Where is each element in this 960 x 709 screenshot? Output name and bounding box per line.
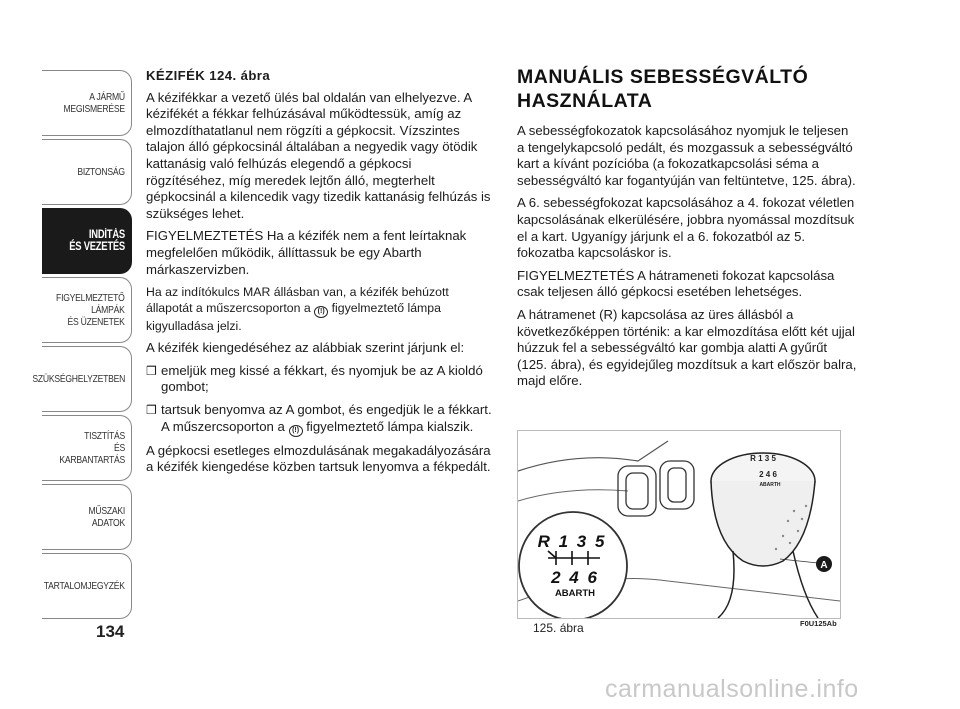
tab-technical-data[interactable]: MŰSZAKI ADATOK — [42, 484, 132, 550]
release-intro: A kézifék kiengedéséhez az alábbiak szerint járjunk el: — [146, 340, 465, 356]
knob-brand: ABARTH — [759, 482, 781, 488]
gearbox-paragraph-1: A sebességfokozatok kapcsolásához nyomjuk le teljesen a tengelykapcsoló pedált, és mozgassuk a sebességváltó kart a kívánt pozícióba (a fokozatkapcsolási séma a sebességváltó kar fogantyúján van feltüntetve, 125. ábra). — [517, 123, 856, 188]
gearbox-section — [517, 123, 857, 396]
section-title: MANUÁLIS SEBESSÉGVÁLTÓ HASZNÁLATA — [517, 66, 809, 112]
knob-pattern-bottom: 2 4 6 — [759, 470, 777, 479]
inset-pattern-bottom: 2 4 6 — [551, 568, 599, 587]
tab-index[interactable]: TARTALOMJEGYZÉK — [42, 553, 132, 619]
gearbox-warning: FIGYELMEZTETÉS A hátrameneti fokozat kapcsolása csak teljesen álló gépkocsi esetében lehetséges. — [517, 267, 835, 300]
handbrake-warning: FIGYELMEZTETÉS Ha a kézifék nem a fent leírtaknak megfelelően működik, állíttassuk be egy Abarth márkaszervizben. — [146, 228, 467, 277]
handbrake-note: Ha az indítókulcs MAR állásban van, a kézifék behúzott állapotát a műszercsoporton a (!) figyelmeztető lámpa kigyulladása jelzi. — [146, 285, 449, 334]
tab-emergency[interactable]: SZÜKSÉGHELYZETBEN — [42, 346, 132, 412]
callout-a-label: A — [820, 560, 828, 571]
tab-warning-lights[interactable]: FIGYELMEZTETŐ LÁMPÁK ÉS ÜZENETEK — [42, 277, 132, 343]
brake-warning-icon: (!) — [314, 306, 328, 318]
gearbox-paragraph-2: A 6. sebességfokozat kapcsolásához a 4. fokozat véletlen kapcsolásának elkerülésére, jobbra nyomással mozdítsuk el a kart. Ugyanígy járjunk el a 6. fokozatból az 5. fokozatba kapcsoláskor is. — [517, 195, 855, 261]
handbrake-section — [146, 68, 494, 482]
page-number: 134 — [96, 622, 125, 641]
gearbox-paragraph-4: A hátramenet (R) kapcsolása az üres állásból a következőképpen történik: a kar elmozdítása előtt két ujjal húzzuk fel a sebességváltó kar gombja alatti A gyűrűt (125. ábra), és egyidejűleg mozdítsuk a kart először balra, majd előre. — [517, 306, 857, 389]
gear-lever-figure — [517, 430, 841, 619]
figure-code: F0U125Ab — [800, 619, 837, 628]
knob-pattern-top: R 1 3 5 — [750, 454, 776, 463]
tab-starting-driving[interactable]: INDÍTÁS ÉS VEZETÉS — [42, 208, 132, 274]
inset-pattern-top: R 1 3 5 — [537, 532, 607, 551]
tab-vehicle-overview[interactable]: A JÁRMŰ MEGISMERÉSE — [42, 70, 132, 136]
checkbox-bullet-icon: ❒ — [146, 402, 157, 417]
inset-brand: ABARTH — [554, 588, 596, 599]
handbrake-heading: KÉZIFÉK 124. ábra — [146, 68, 271, 83]
brake-warning-icon: (!) — [289, 425, 303, 437]
tab-maintenance[interactable]: TISZTÍTÁS ÉS KARBANTARTÁS — [42, 415, 132, 481]
handbrake-paragraph: A kézifékkar a vezető ülés bal oldalán van elhelyezve. A kézifékét a fékkar felhúzásával működtessük, amíg az elmozdíthatatlanul nem rögzíti a gépkocsit. Vízszintes talajon álló gépkocsinál általában a negyedik vagy ötödik kattanásig való felhúzás elegendő a gépkocsi rögzítéséhez, míg meredek lejtőn álló, megterhelt gépkocsinál a kilencedik vagy tizedik kattanásig felhúzás is szükséges lehet. — [146, 89, 491, 221]
figure-caption: 125. ábra — [533, 621, 584, 635]
gear-lever-illustration — [518, 431, 840, 618]
tab-safety[interactable]: BIZTONSÁG — [42, 139, 132, 205]
list-item: ❒ emeljük meg kissé a fékkart, és nyomjuk be az A kioldó gombot; — [146, 362, 483, 395]
checkbox-bullet-icon: ❒ — [146, 363, 157, 378]
watermark: carmanualsonline.info — [605, 675, 859, 703]
release-paragraph: A gépkocsi esetleges elmozdulásának megakadályozására a kézifék kiengedése közben tartsuk lenyomva a fékpedált. — [146, 442, 491, 475]
list-item: ❒ tartsuk benyomva az A gombot, és engedjük le a fékkart. A műszercsoporton a (!) figyelmeztető lámpa kialszik. — [146, 402, 494, 437]
